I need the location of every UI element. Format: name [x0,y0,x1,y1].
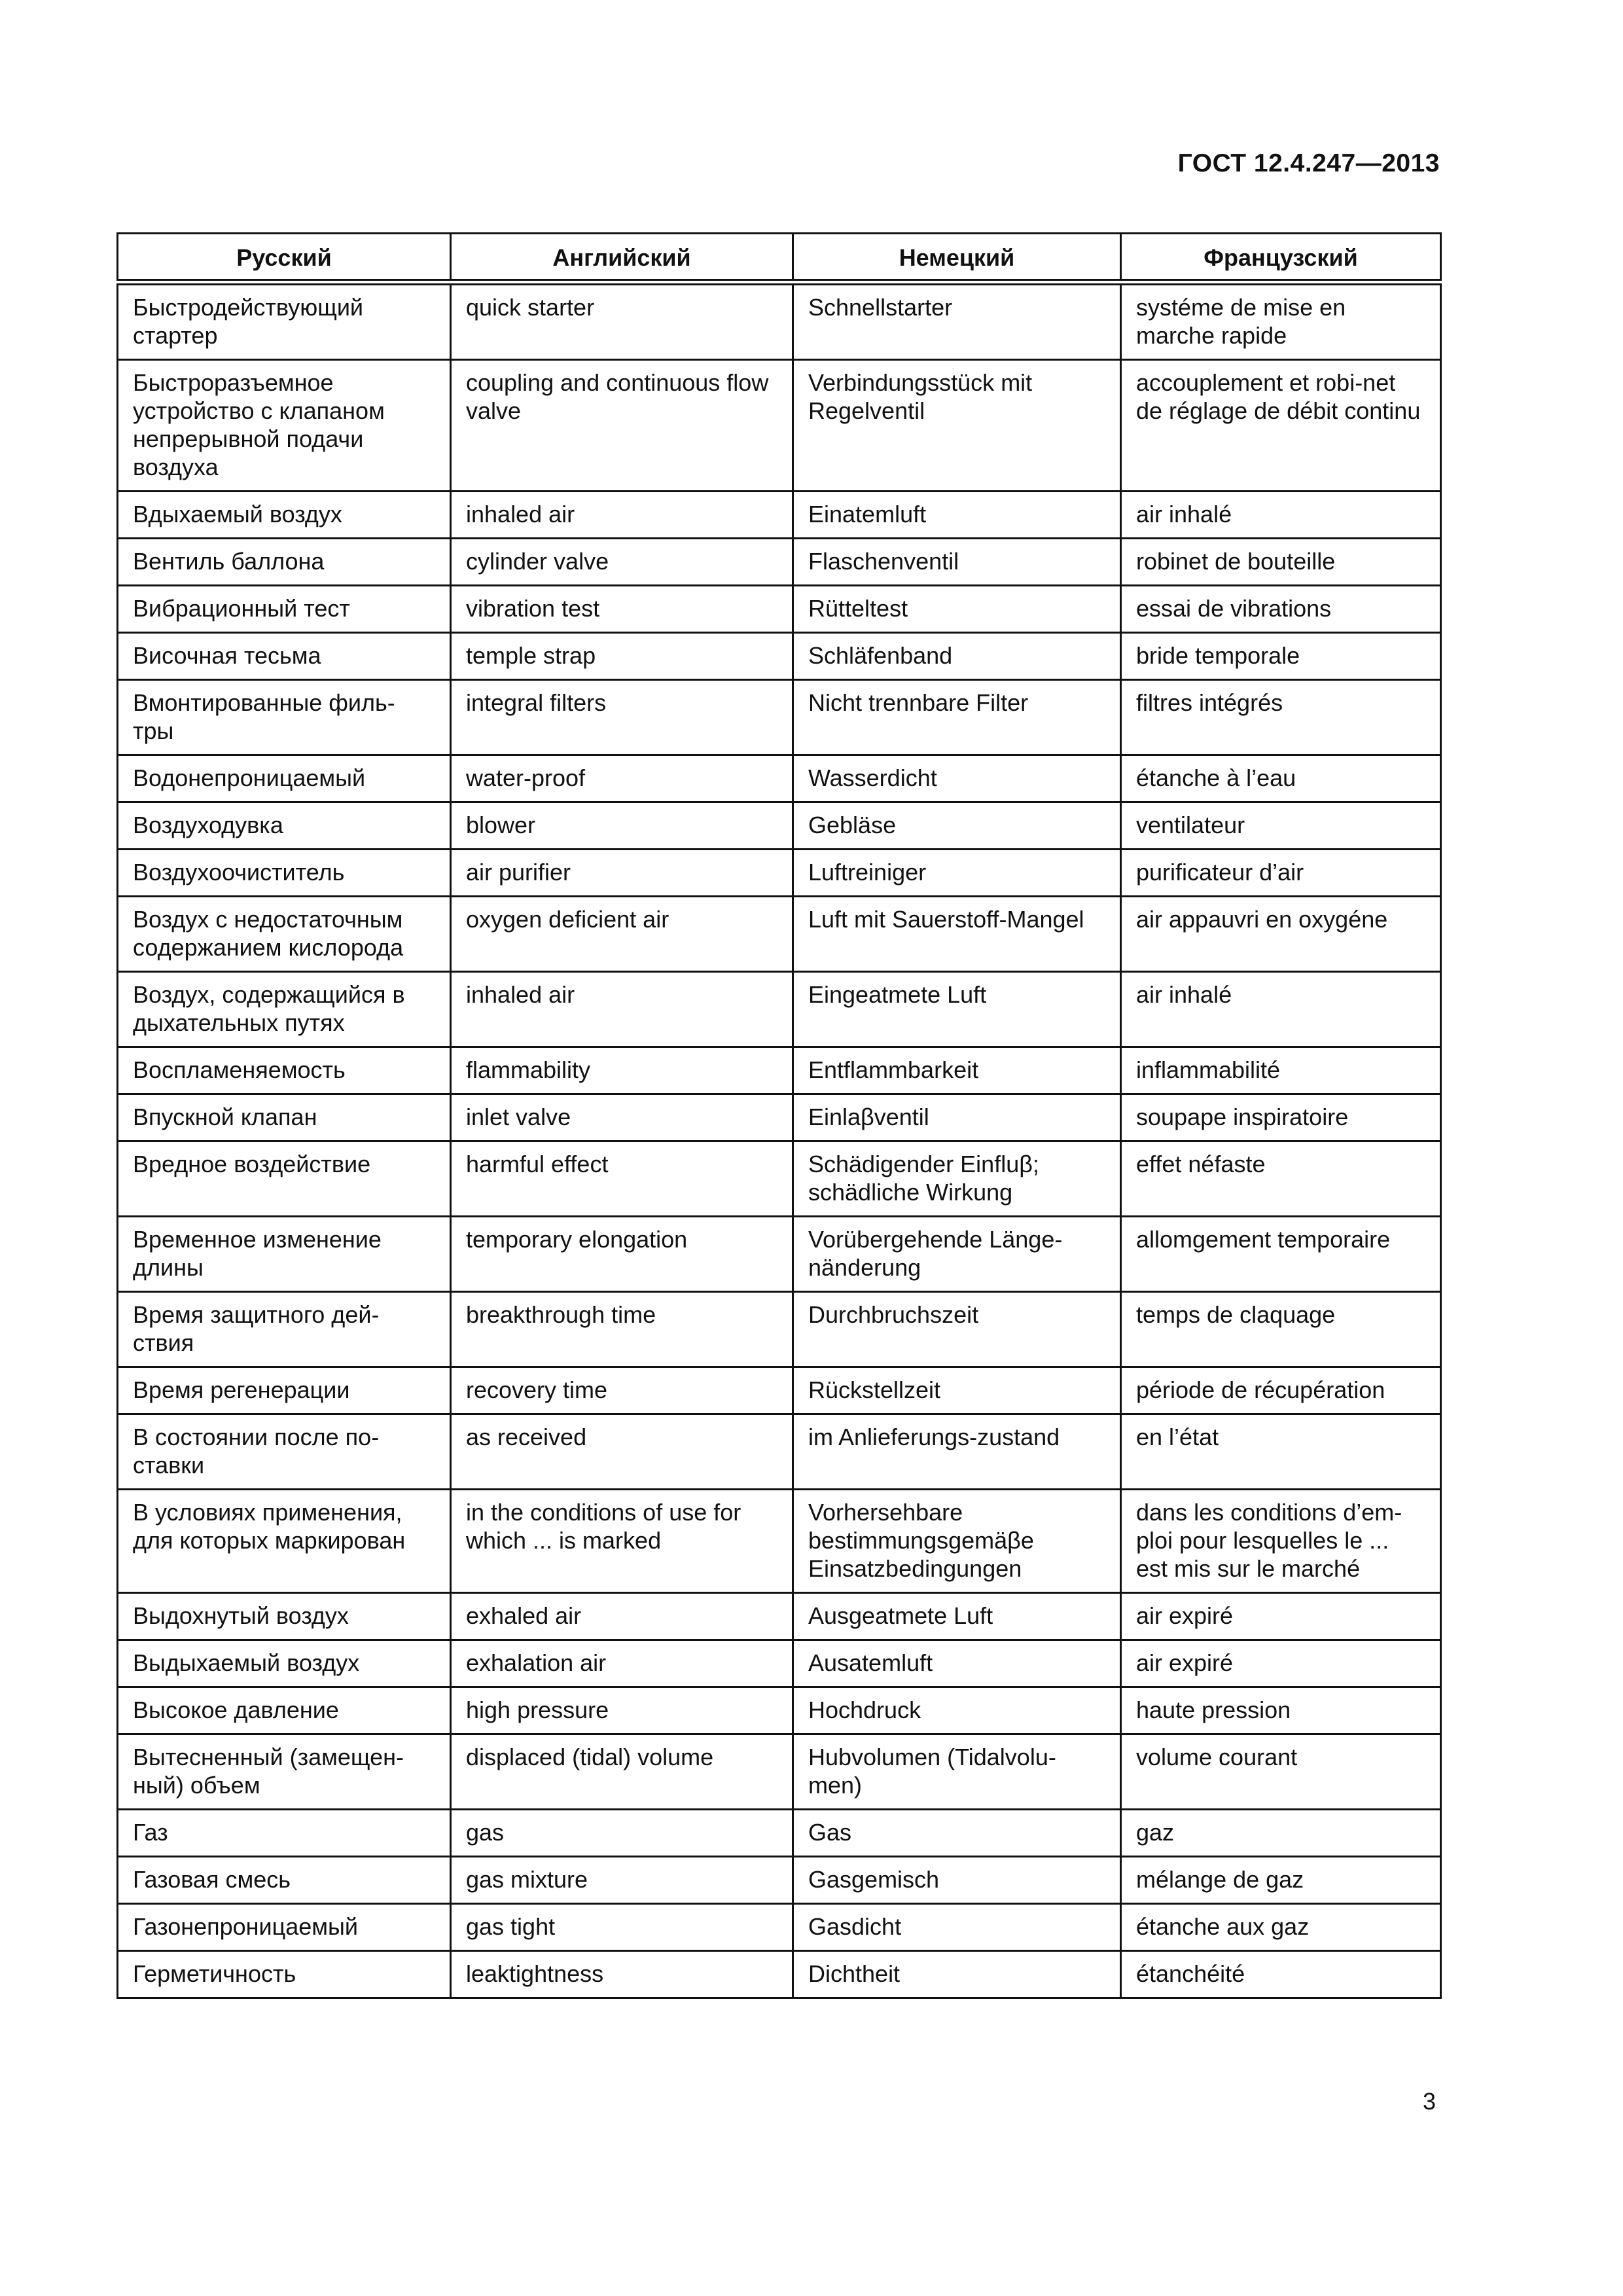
cell-russian: Водонепроницаемый [118,755,451,802]
table-row [118,1593,1441,1640]
terminology-table [116,232,1442,1999]
cell-french: étanche aux gaz [1121,1904,1441,1951]
cell-english: blower [451,802,793,850]
cell-russian: Высокое давление [118,1687,451,1734]
cell-english: gas mixture [451,1857,793,1904]
cell-german: Luft mit Sauerstoff-Mangel [793,897,1121,972]
cell-russian: Воздуходувка [118,802,451,850]
table-row [118,680,1441,755]
table-row [118,1094,1441,1141]
cell-german: Vorübergehende Länge-nänderung [793,1217,1121,1292]
table-row [118,850,1441,897]
table-row [118,755,1441,802]
cell-russian: Вредное воздействие [118,1141,451,1217]
table-row [118,492,1441,539]
cell-russian: Выдыхаемый воздух [118,1640,451,1687]
cell-french: robinet de bouteille [1121,539,1441,586]
table-row [118,282,1441,360]
cell-english: vibration test [451,586,793,633]
cell-german: Gebläse [793,802,1121,850]
cell-french: temps de claquage [1121,1292,1441,1367]
cell-english: recovery time [451,1367,793,1414]
cell-russian: Выдохнутый воздух [118,1593,451,1640]
table-body [118,282,1441,1998]
cell-french: mélange de gaz [1121,1857,1441,1904]
cell-german: Dichtheit [793,1951,1121,1998]
cell-english: displaced (tidal) volume [451,1734,793,1810]
table-row [118,633,1441,680]
table-row [118,1490,1441,1593]
cell-russian: Быстродействующий стартер [118,282,451,360]
cell-french: volume courant [1121,1734,1441,1810]
cell-english: oxygen deficient air [451,897,793,972]
cell-russian: Газонепроницаемый [118,1904,451,1951]
cell-russian: Воздух, содержащийся в дыхательных путях [118,972,451,1047]
cell-russian: Временное изменение длины [118,1217,451,1292]
cell-russian: Газ [118,1810,451,1857]
cell-german: Gasdicht [793,1904,1121,1951]
cell-german: Rütteltest [793,586,1121,633]
cell-english: integral filters [451,680,793,755]
cell-german: Entflammbarkeit [793,1047,1121,1094]
cell-german: Nicht trennbare Filter [793,680,1121,755]
cell-german: Luftreiniger [793,850,1121,897]
cell-english: gas [451,1810,793,1857]
column-header-german: Немецкий [793,234,1121,283]
cell-russian: Вдыхаемый воздух [118,492,451,539]
cell-english: cylinder valve [451,539,793,586]
cell-german: Schnellstarter [793,282,1121,360]
table-row [118,1292,1441,1367]
cell-english: coupling and continuous flow valve [451,360,793,492]
table-row [118,972,1441,1047]
cell-english: inhaled air [451,492,793,539]
cell-english: inhaled air [451,972,793,1047]
cell-french: haute pression [1121,1687,1441,1734]
column-header-russian: Русский [118,234,451,283]
cell-english: gas tight [451,1904,793,1951]
cell-russian: Вытесненный (замещен-ный) объем [118,1734,451,1810]
cell-german: Wasserdicht [793,755,1121,802]
cell-french: air inhalé [1121,492,1441,539]
table-row [118,539,1441,586]
cell-german: Hubvolumen (Tidalvolu-men) [793,1734,1121,1810]
cell-russian: Височная тесьма [118,633,451,680]
cell-french: air expiré [1121,1593,1441,1640]
cell-english: as received [451,1414,793,1490]
cell-french: air appauvri en oxygéne [1121,897,1441,972]
page-number: 3 [1422,2088,1436,2115]
column-header-english: Английский [451,234,793,283]
cell-russian: Впускной клапан [118,1094,451,1141]
table-row [118,1857,1441,1904]
cell-german: Gasgemisch [793,1857,1121,1904]
cell-french: systéme de mise en marche rapide [1121,282,1441,360]
cell-german: Einlaβventil [793,1094,1121,1141]
cell-russian: Время регенерации [118,1367,451,1414]
cell-english: harmful effect [451,1141,793,1217]
cell-english: exhaled air [451,1593,793,1640]
cell-french: ventilateur [1121,802,1441,850]
cell-french: gaz [1121,1810,1441,1857]
cell-french: bride temporale [1121,633,1441,680]
cell-german: Gas [793,1810,1121,1857]
cell-german: Verbindungsstück mit Regelventil [793,360,1121,492]
cell-french: soupape inspiratoire [1121,1094,1441,1141]
cell-russian: Воздухоочиститель [118,850,451,897]
cell-german: Einatemluft [793,492,1121,539]
table-row [118,1217,1441,1292]
cell-english: temple strap [451,633,793,680]
cell-french: période de récupération [1121,1367,1441,1414]
table-row [118,897,1441,972]
cell-english: water-proof [451,755,793,802]
cell-russian: Вибрационный тест [118,586,451,633]
cell-russian: Быстроразъемное устройство с клапаном непрерывной подачи воздуха [118,360,451,492]
cell-french: étanche à l’eau [1121,755,1441,802]
cell-english: exhalation air [451,1640,793,1687]
cell-russian: Вмонтированные филь-тры [118,680,451,755]
cell-russian: Воздух с недостаточным содержанием кислорода [118,897,451,972]
table-row [118,586,1441,633]
cell-french: air expiré [1121,1640,1441,1687]
cell-french: filtres intégrés [1121,680,1441,755]
cell-german: Flaschenventil [793,539,1121,586]
cell-german: Ausgeatmete Luft [793,1593,1121,1640]
cell-french: allomgement temporaire [1121,1217,1441,1292]
cell-german: Hochdruck [793,1687,1121,1734]
cell-russian: Газовая смесь [118,1857,451,1904]
cell-german: im Anlieferungs-zustand [793,1414,1121,1490]
table-header-row [118,234,1441,283]
cell-russian: В условиях применения, для которых маркирован [118,1490,451,1593]
cell-english: temporary elongation [451,1217,793,1292]
cell-german: Vorhersehbare bestimmungsgemäβe Einsatzbedingungen [793,1490,1121,1593]
cell-french: inflammabilité [1121,1047,1441,1094]
cell-german: Eingeatmete Luft [793,972,1121,1047]
table-row [118,802,1441,850]
cell-russian: Воспламеняемость [118,1047,451,1094]
cell-english: in the conditions of use for which ... is marked [451,1490,793,1593]
table-row [118,1904,1441,1951]
cell-russian: Вентиль баллона [118,539,451,586]
cell-french: étanchéité [1121,1951,1441,1998]
cell-french: accouplement et robi-net de réglage de débit continu [1121,360,1441,492]
cell-german: Schädigender Einfluβ; schädliche Wirkung [793,1141,1121,1217]
cell-french: en l’état [1121,1414,1441,1490]
cell-german: Rückstellzeit [793,1367,1121,1414]
cell-russian: В состоянии после по-ставки [118,1414,451,1490]
cell-russian: Время защитного дей-ствия [118,1292,451,1367]
cell-french: essai de vibrations [1121,586,1441,633]
cell-english: leaktightness [451,1951,793,1998]
cell-german: Ausatemluft [793,1640,1121,1687]
table-row [118,1414,1441,1490]
table-row [118,1367,1441,1414]
cell-english: quick starter [451,282,793,360]
cell-german: Schläfenband [793,633,1121,680]
cell-english: flammability [451,1047,793,1094]
table-row [118,1687,1441,1734]
cell-french: dans les conditions d’em-ploi pour lesquelles le ... est mis sur le marché [1121,1490,1441,1593]
cell-german: Durchbruchszeit [793,1292,1121,1367]
cell-russian: Герметичность [118,1951,451,1998]
table-row [118,1951,1441,1998]
column-header-french: Французский [1121,234,1441,283]
cell-english: high pressure [451,1687,793,1734]
cell-english: inlet valve [451,1094,793,1141]
cell-french: effet néfaste [1121,1141,1441,1217]
cell-english: air purifier [451,850,793,897]
table-row [118,1141,1441,1217]
table-row [118,1047,1441,1094]
table-row [118,1734,1441,1810]
cell-french: purificateur d’air [1121,850,1441,897]
table-row [118,360,1441,492]
table-row [118,1640,1441,1687]
table-row [118,1810,1441,1857]
cell-french: air inhalé [1121,972,1441,1047]
cell-english: breakthrough time [451,1292,793,1367]
document-header: ГОСТ 12.4.247—2013 [1177,149,1440,177]
